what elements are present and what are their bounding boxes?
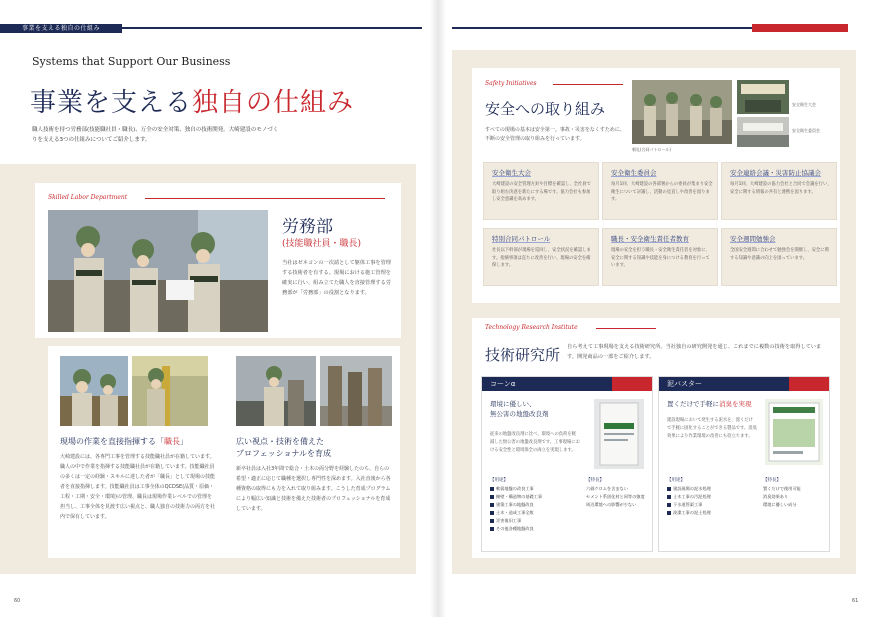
product-name: コーンα [490, 380, 516, 388]
safety-title: 安全への取り組み [485, 100, 606, 118]
product-spec-list [763, 485, 827, 509]
list-item: 建築工事の地盤改良 [490, 501, 580, 509]
lead-text: 職人技術を持つ労務部(技能職社員・職長)、万全の安全対策、独自の技術開発。大崎建設のモノづくりを支える3つの仕組みについてご紹介します。 [32, 127, 279, 143]
product-list-heading: 【用途】 [667, 478, 685, 483]
tech-body: 自ら考えて工事現場を支える技術研究所。当社独自の研究開発を通じ、これまでに複数の技術を取得しています。開発商品の一部をご紹介します。 [567, 344, 822, 360]
foreman-body: 大崎建設には、各専門工事を管理する技能職社員が在籍しています。職人の中で作業を指揮する技能職社員が在籍しています。技能職社員の多くは一定の経験・スキルに達した者が「職長」として現場の技能者を直接指揮します。技能職社員は工事全体のQCDSE(品質・原価・工程・工期・安全・環境)の管理、職長は現場作業レベルでの管理を担当し、工事全体を見渡す広い視点と、職人独自の技術力の両方を社内で保有しています。 [60, 454, 216, 520]
list-item: 周辺環境への影響が少ない [586, 502, 637, 507]
foreman-photo-2 [132, 356, 208, 426]
header-accent-bar [752, 24, 848, 32]
caption-safety-meeting: 安全衛生大会 [792, 102, 816, 107]
safety-item-title: 安全衛生大会 [492, 169, 531, 177]
caption-committee: 安全衛生委員会 [792, 128, 820, 133]
training-title-1: 広い視点・技術を備えた [236, 437, 324, 446]
section-header-text: 事業を支える独自の仕組み [22, 25, 101, 32]
dept-subtitle: (技能職社員・職長) [282, 239, 362, 249]
workers-photo [48, 210, 268, 332]
list-item: 置くだけで使用可能 [763, 486, 801, 491]
caption-patrol: 朝礼(合同パトロール) [632, 147, 671, 152]
page-number-left: 60 [14, 598, 21, 604]
dept-body: 当社はゼネコンの一次請として躯体工事を管理する技術者を有する。現場における施工管理を確実に行い、組み立てた職人を直接管理する労務部が「労務部」の役割となります。 [282, 260, 391, 296]
safety-item-convention [483, 162, 599, 220]
foreman-illustration-1 [60, 356, 128, 426]
product-description: 建設現場において発生する泥水を、置くだけで手軽に固化することができる製品です。消臭効果により作業環境の改善にも役立ちます。 [667, 418, 757, 439]
safety-item-body: 毎月1回、大崎建設の協力会社と合同で会議を行い、安全に関する情報の共有と連携を図ります。 [730, 182, 832, 195]
list-item: 土木・造成工事全般 [490, 509, 580, 517]
product-headline: 環境に優しい、 無公害の地盤改良剤 [490, 400, 549, 418]
safety-item-body: 大崎建設の安全管理方針や目標を確認し、全社員で取り組む決意を新たにする場です。協力会社も参加し安全意識を高めます。 [492, 182, 591, 202]
product-box-illustration [765, 399, 823, 465]
product-bag-image [594, 399, 644, 469]
product-name: 泥バスター [667, 380, 702, 388]
committee-photo [737, 117, 789, 147]
patrol-illustration [632, 80, 732, 144]
header-rule-left [122, 27, 422, 29]
list-item: 軟弱地盤の改良工事 [490, 485, 580, 493]
safety-item-patrol [483, 228, 599, 286]
product-card-cone [481, 376, 653, 552]
safety-item-title: 安全衛生委員会 [611, 169, 657, 177]
header-rule-right [452, 27, 752, 29]
safety-item-body: 社長以下幹部が現場を巡回し、安全状況を確認します。指摘事項は直ちに改善を行い、現場の安全を確保します。 [492, 248, 591, 268]
safety-label-rule [553, 84, 623, 85]
safety-meeting-photo [737, 80, 789, 114]
dept-title: 労務部 [282, 217, 333, 237]
page-number-right: 61 [852, 598, 859, 604]
dept-label-rule [145, 198, 385, 199]
tech-title: 技術研究所 [485, 346, 561, 364]
training-title-2: プロフェッショナルを育成 [236, 449, 332, 458]
list-item: セメント系固化材と同等の強度 [586, 494, 645, 499]
tech-label: Technology Research Institute [485, 324, 578, 331]
workers-illustration [48, 210, 268, 332]
list-item: 環境に優しい成分 [763, 502, 797, 507]
patrol-photo [632, 80, 732, 144]
list-item: 浚渫工事の泥土処理 [667, 509, 757, 517]
product-box-image [765, 399, 823, 465]
product-description: 従来の地盤改良剤に比べ、環境への負荷を軽減した無公害の地盤改良剤です。工事現場における安全性と環境保全の両立を実現します。 [490, 432, 580, 453]
product-spec-heading: 【特長】 [586, 478, 604, 483]
page-title: 事業を支える独自の仕組み [30, 88, 355, 118]
product-card-mud-buster [658, 376, 830, 552]
safety-item-title: 安全週間勉強会 [730, 235, 776, 243]
product-uses-list [667, 485, 757, 517]
foreman-title: 現場の作業を直接指揮する「職長」 [60, 437, 188, 446]
product-headline: 置くだけで手軽に消臭を実現 [667, 400, 752, 408]
product-header-accent [612, 377, 652, 391]
training-body: 新卒社員は入社3年間で総合・土木の両分野を経験したのち、自らの希望・適正に応じて職種を選択し専門性を深めます。入社直後から各種資格の取得にも力を入れて取り組みます。こうした育成プログラムにより幅広い知識と技術を備えた技術者のプロフェッショナルを育成しています。 [236, 466, 391, 512]
product-spec-list [586, 485, 650, 509]
safety-item-body: 全国安全週間に合わせて勉強会を開催し、安全に関する知識や意識の向上を図っています。 [730, 248, 829, 261]
safety-item-title: 特別合同パトロール [492, 235, 551, 243]
safety-body: すべての現場の基本は安全第一。事故・災害をなくすために、不断の安全管理の取り組みを行っています。 [485, 127, 625, 142]
list-item: 災害復旧工事 [490, 517, 580, 525]
dept-label: Skilled Labor Department [48, 194, 128, 201]
list-item: 建設現場の泥水処理 [667, 485, 757, 493]
safety-item-title: 安全連絡会議・災害防止協議会 [730, 169, 821, 177]
safety-item-title: 職長・安全衛生責任者教育 [611, 235, 689, 243]
page-gutter [430, 0, 446, 617]
committee-illustration [737, 117, 789, 147]
product-uses-list [490, 485, 580, 533]
training-photo-2 [320, 356, 392, 426]
list-item: 擁壁・構造物の基礎工事 [490, 493, 580, 501]
product-list-heading: 【用途】 [490, 478, 508, 483]
list-item: 消臭効果あり [763, 494, 789, 499]
product-spec-heading: 【特長】 [763, 478, 781, 483]
safety-item-committee [602, 162, 718, 220]
list-item: 下水道管渠工事 [667, 501, 757, 509]
training-illustration-1 [236, 356, 316, 426]
safety-item-body: 毎月1回、大崎建設の各部署からの委員が集まり安全衛生について討議し、活動の見直しや改善を図ります。 [611, 182, 713, 202]
foreman-illustration-2 [132, 356, 208, 426]
product-bag-illustration [594, 399, 644, 469]
safety-item-study [721, 228, 837, 286]
product-header-accent [789, 377, 829, 391]
list-item: 土木工事の汚泥処理 [667, 493, 757, 501]
training-illustration-2 [320, 356, 392, 426]
tech-label-rule [596, 328, 656, 329]
safety-item-council [721, 162, 837, 220]
heading-english: Systems that Support Our Business [32, 55, 231, 68]
list-item: その他各種地盤改良 [490, 525, 580, 533]
safety-item-body: 現場の安全を担う職長・安全衛生責任者を対象に、安全に関する知識や技能を身につける教育を行っています。 [611, 248, 710, 268]
training-photo-1 [236, 356, 316, 426]
safety-label: Safety Initiatives [485, 80, 537, 87]
list-item: 六価クロムを含まない [586, 486, 628, 491]
safety-item-education [602, 228, 718, 286]
safety-meeting-illustration [737, 80, 789, 114]
foreman-photo-1 [60, 356, 128, 426]
